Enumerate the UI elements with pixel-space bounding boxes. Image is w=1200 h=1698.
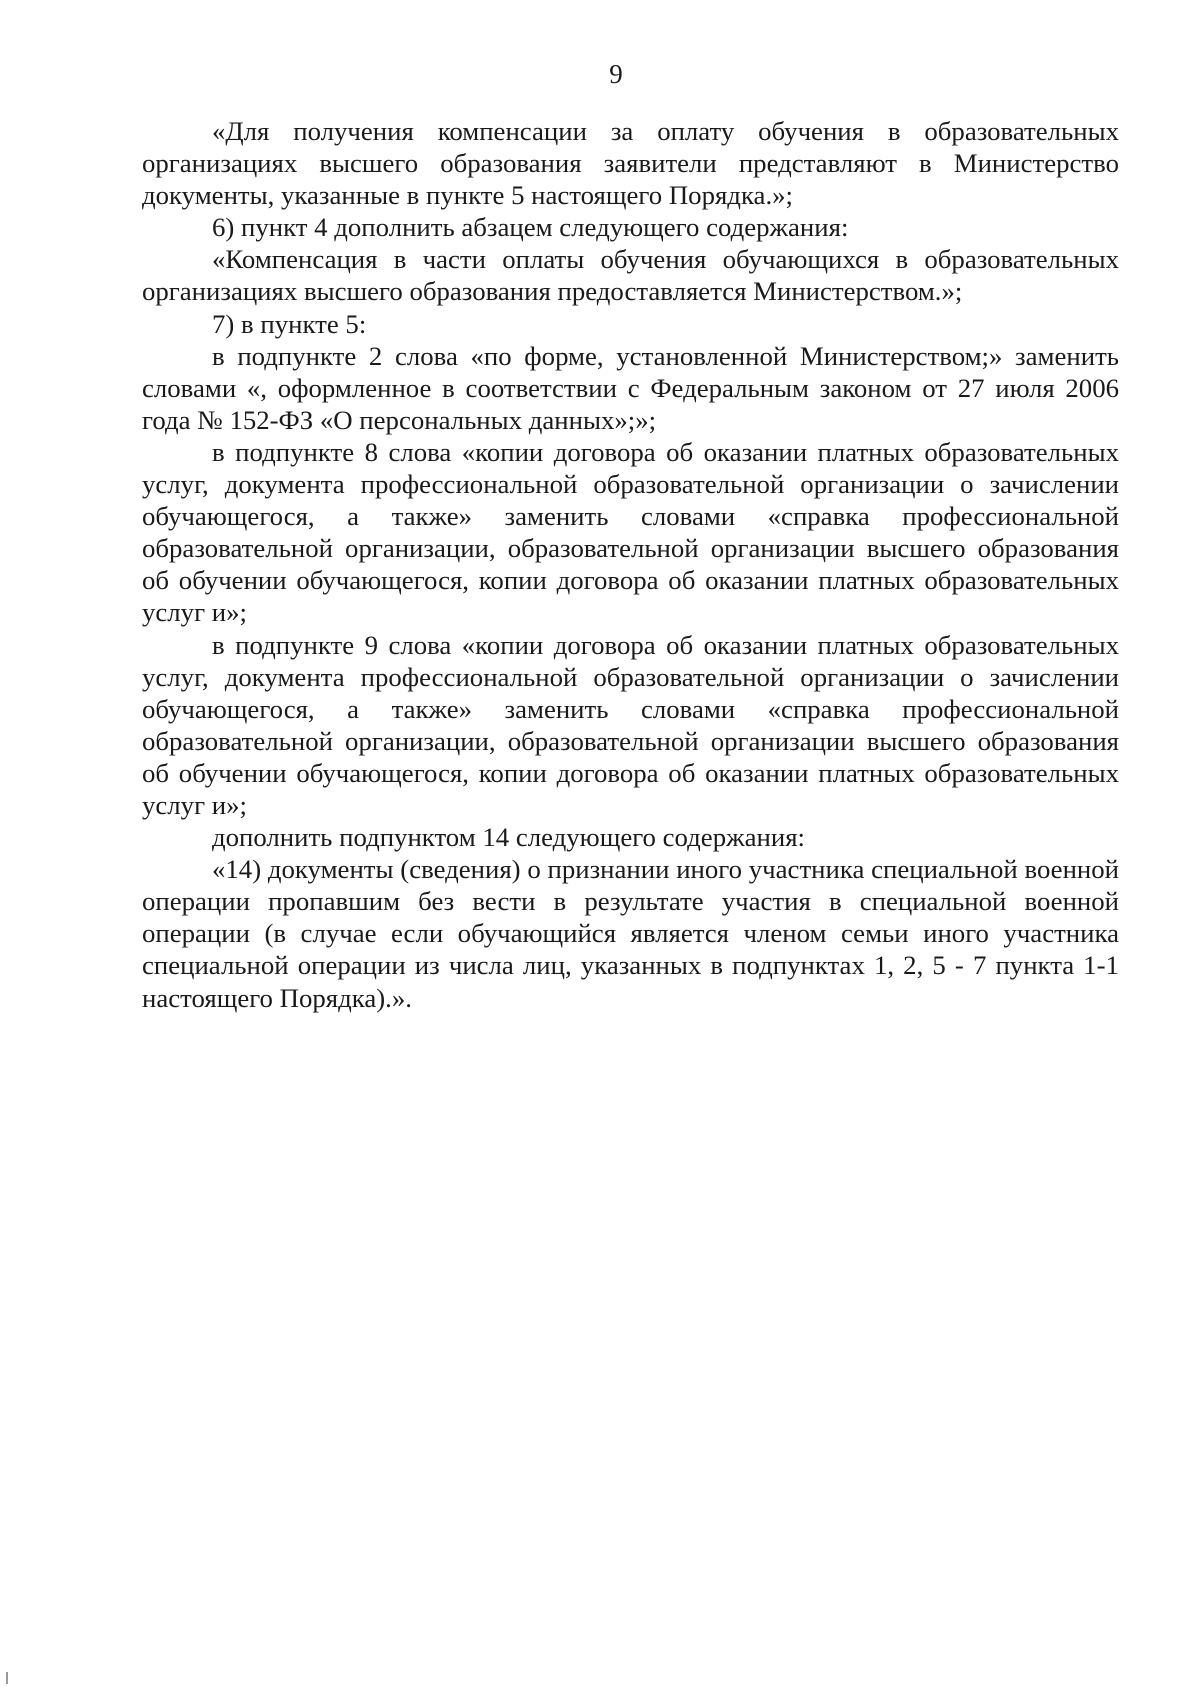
paragraph-subitem-9: в подпункте 9 слова «копии договора об оказании платных образовательных услуг, документа профессиональной образовательной организации о зачислении обучающегося, а также» заменить словами «справка профессиональной образовательной организации, образовательной организации высшего образования об обучении обучающегося, копии договора об оказании платных образовательных услуг и»; — [142, 629, 1119, 820]
scan-edge-mark — [6, 1672, 8, 1684]
paragraph-item-7: 7) в пункте 5: — [212, 308, 367, 339]
paragraph-subitem-2: в подпункте 2 слова «по форме, установленной Министерством;» заменить словами «, оформленное в соответствии с Федеральным законом от 27 июля 2006 года № 152-ФЗ «О персональных данных»;»; — [142, 340, 1119, 435]
page-number: 9 — [609, 59, 623, 89]
paragraph-compensation-ministry: «Компенсация в части оплаты обучения обучающихся в образовательных организациях высшего образования предоставляется Министерством.»; — [142, 244, 1119, 307]
paragraph-item-6: 6) пункт 4 дополнить абзацем следующего содержания: — [212, 212, 849, 243]
document-body — [142, 115, 1119, 1014]
paragraph-subitem-8: в подпункте 8 слова «копии договора об оказании платных образовательных услуг, документа профессиональной образовательной организации о зачислении обучающегося, а также» заменить словами «справка профессиональной образовательной организации, образовательной организации высшего образования об обучении обучающегося, копии договора об оказании платных образовательных услуг и»; — [142, 436, 1119, 628]
paragraph-subitem-14-text: «14) документы (сведения) о признании иного участника специальной военной операции пропавшим без вести в результате участия в специальной военной операции (в случае если обучающийся является членом семьи иного участника специальной операции из числа лиц, указанных в подпунктах 1, 2, 5 - 7 пункта 1-1 настоящего Порядка).». — [142, 854, 1119, 1013]
paragraph-add-subitem-14: дополнить подпунктом 14 следующего содержания: — [212, 822, 805, 853]
paragraph-compensation-documents: «Для получения компенсации за оплату обучения в образовательных организациях высшего образования заявители представляют в Министерство документы, указанные в пункте 5 настоящего Порядка.»; — [142, 116, 1119, 211]
